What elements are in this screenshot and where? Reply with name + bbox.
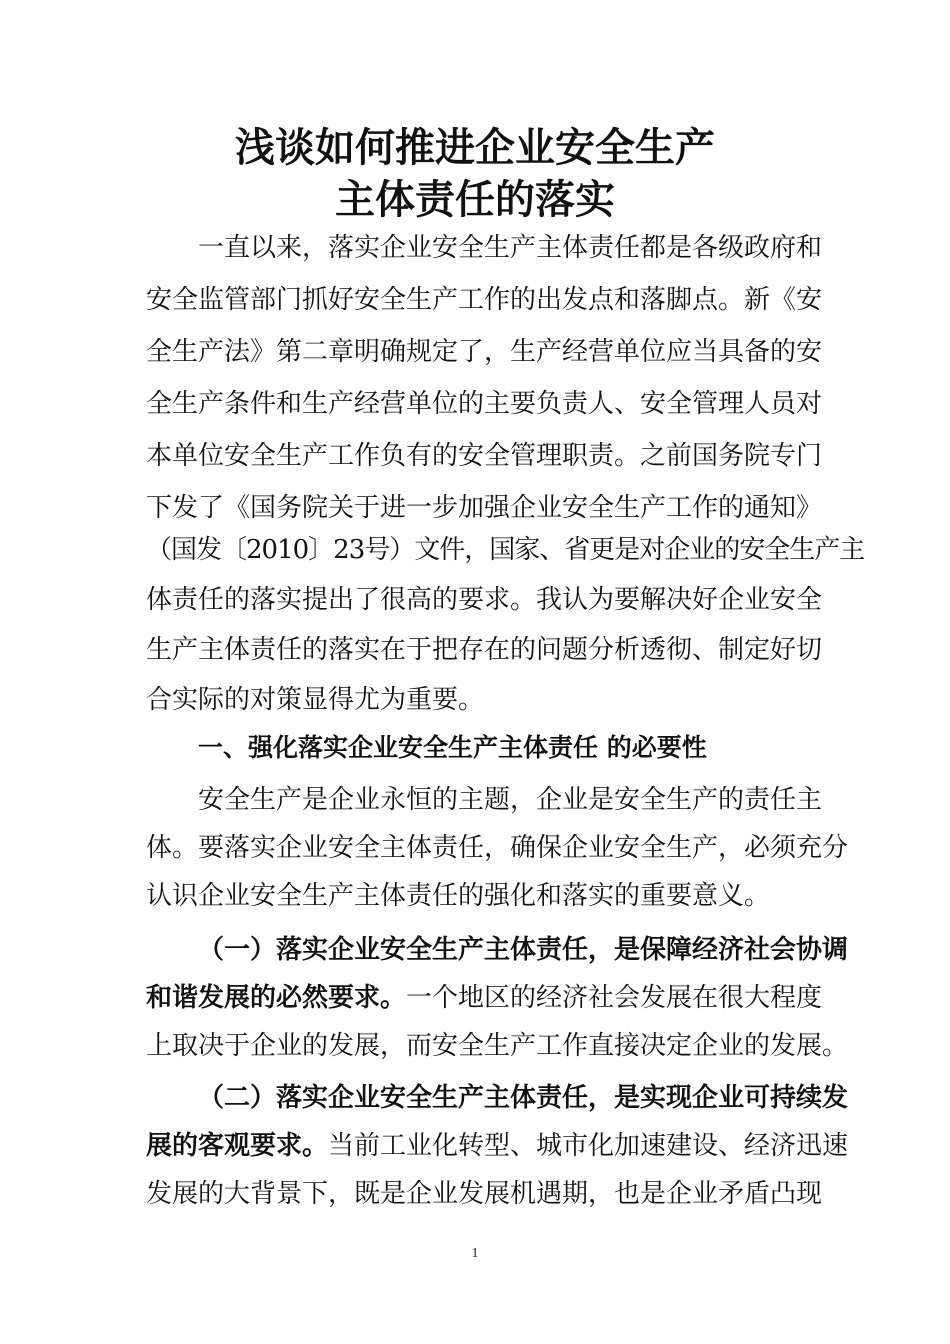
point-1-heading: （一）落实企业安全生产主体责任，是保障经济社会协调 [198, 935, 849, 965]
page-number: 1 [471, 1246, 479, 1261]
document-title-line-2: 主体责任的落实 [335, 176, 615, 223]
point-2-heading: （二）落实企业安全生产主体责任，是实现企业可持续发 [198, 1083, 849, 1113]
intro-paragraph-line: 全生产条件和生产经营单位的主要负责人、安全管理人员对 [146, 389, 823, 419]
point-1-line-3: 上取决于企业的发展，而安全生产工作直接决定企业的发展。 [146, 1031, 849, 1061]
point-2-line-2 [146, 1120, 849, 1172]
point-2-text: 当前工业化转型、城市化加速建设、经济迅速 [328, 1131, 849, 1161]
section-paragraph-line: 体。要落实企业安全主体责任，确保企业安全生产，必须充分 [146, 833, 849, 863]
section-paragraph-line: 安全生产是企业永恒的主题，企业是安全生产的责任主 [198, 785, 823, 815]
section-heading: 一、强化落实企业安全生产主体责任 的必要性 [198, 733, 707, 762]
intro-paragraph-line: 体责任的落实提出了很高的要求。我认为要解决好企业安全 [146, 585, 823, 615]
intro-paragraph-line: 安全监管部门抓好安全生产工作的出发点和落脚点。新《安 [146, 285, 823, 315]
intro-paragraph-line: 全生产法》第二章明确规定了，生产经营单位应当具备的安 [146, 337, 823, 367]
intro-paragraph-line: （国发〔2010〕23号）文件，国家、省更是对企业的安全生产主 [146, 535, 865, 565]
intro-paragraph-line: 生产主体责任的落实在于把存在的问题分析透彻、制定好切 [146, 635, 823, 665]
intro-paragraph-line: 下发了《国务院关于进一步加强企业安全生产工作的通知》 [146, 493, 823, 523]
document-title-line-1: 浅谈如何推进企业安全生产 [235, 124, 715, 171]
point-2-line-3: 发展的大背景下，既是企业发展机遇期，也是企业矛盾凸现 [146, 1179, 823, 1209]
intro-paragraph-line: 本单位安全生产工作负有的安全管理职责。之前国务院专门 [146, 441, 823, 471]
point-2-heading-end: 展的客观要求。 [146, 1131, 329, 1161]
section-paragraph-line: 认识企业安全生产主体责任的强化和落实的重要意义。 [146, 881, 771, 911]
point-1-heading-end: 和谐发展的必然要求。 [146, 983, 407, 1013]
intro-paragraph-line: 合实际的对策显得尤为重要。 [146, 685, 485, 715]
intro-paragraph-line: 一直以来，落实企业安全生产主体责任都是各级政府和 [198, 233, 823, 263]
point-1-line-2 [146, 972, 823, 1024]
point-1-text: 一个地区的经济社会发展在很大程度 [406, 983, 823, 1013]
